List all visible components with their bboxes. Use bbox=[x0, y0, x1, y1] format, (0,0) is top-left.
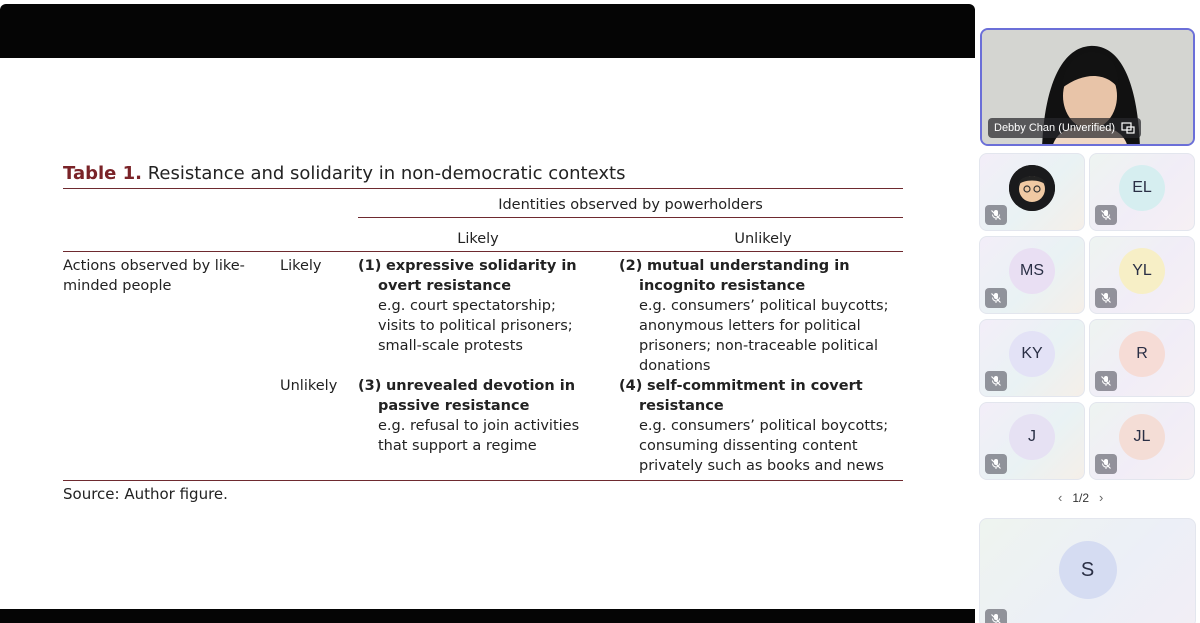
mic-muted-icon bbox=[1095, 205, 1117, 225]
mic-muted-icon bbox=[985, 205, 1007, 225]
participant-tile-photo[interactable] bbox=[979, 153, 1085, 231]
cell-3 bbox=[358, 376, 590, 456]
next-page-button[interactable]: › bbox=[1099, 490, 1104, 505]
cell-1-example: e.g. court spectatorship; visits to political prisoners; small-scale protests bbox=[378, 298, 573, 354]
mic-muted-icon bbox=[1095, 454, 1117, 474]
participants-panel bbox=[975, 0, 1200, 623]
avatar-jl: JL bbox=[1119, 414, 1165, 460]
screen-share-icon bbox=[1121, 122, 1135, 134]
participant-tile-el[interactable] bbox=[1089, 153, 1195, 231]
participant-tile-yl[interactable] bbox=[1089, 236, 1195, 314]
row-label-unlikely: Unlikely bbox=[280, 378, 338, 394]
avatar-yl: YL bbox=[1119, 248, 1165, 294]
row-header bbox=[63, 256, 253, 296]
avatar-el: EL bbox=[1119, 165, 1165, 211]
col-header-unlikely: Unlikely bbox=[734, 231, 792, 247]
avatar-r: R bbox=[1119, 331, 1165, 377]
page-indicator: 1/2 bbox=[1072, 490, 1090, 505]
avatar-j: J bbox=[1009, 414, 1055, 460]
table-caption bbox=[63, 163, 625, 184]
letterbox-bottom bbox=[0, 609, 975, 623]
cell-4-title: self-commitment in covert resistance bbox=[639, 378, 863, 414]
cell-2-title: mutual understanding in incognito resistance bbox=[639, 258, 850, 294]
speaker-name: Debby Chan (Unverified) bbox=[994, 122, 1116, 134]
cell-4 bbox=[619, 376, 895, 476]
avatar-s: S bbox=[1059, 541, 1117, 599]
avatar-ky: KY bbox=[1009, 331, 1055, 377]
mic-muted-icon bbox=[985, 609, 1007, 623]
table-label: Table 1. bbox=[63, 163, 142, 184]
group-rule bbox=[358, 217, 903, 218]
cell-2-num: (2) bbox=[619, 258, 643, 274]
speaker-name-tag bbox=[988, 118, 1141, 138]
table-source: Source: Author figure. bbox=[63, 485, 228, 503]
cell-3-example: e.g. refusal to join activities that support a regime bbox=[378, 418, 580, 454]
top-rule bbox=[63, 188, 903, 189]
participant-tile-r[interactable] bbox=[1089, 319, 1195, 397]
participant-tile-j[interactable] bbox=[979, 402, 1085, 480]
table-title: Resistance and solidarity in non-democratic contexts bbox=[147, 163, 626, 184]
cell-3-num: (3) bbox=[358, 378, 382, 394]
participant-tile-ms[interactable] bbox=[979, 236, 1085, 314]
cell-4-num: (4) bbox=[619, 378, 643, 394]
cell-1-num: (1) bbox=[358, 258, 382, 274]
mic-muted-icon bbox=[985, 371, 1007, 391]
cell-1-title: expressive solidarity in overt resistance bbox=[378, 258, 577, 294]
avatar-photo bbox=[1009, 165, 1055, 211]
self-view-tile[interactable] bbox=[979, 518, 1196, 623]
mic-muted-icon bbox=[1095, 371, 1117, 391]
cell-1 bbox=[358, 256, 590, 356]
bottom-rule bbox=[63, 480, 903, 481]
letterbox-top bbox=[0, 4, 975, 58]
active-speaker-video[interactable] bbox=[980, 28, 1195, 146]
col-header-likely: Likely bbox=[457, 231, 499, 247]
photo-avatar bbox=[1009, 165, 1055, 211]
header-rule bbox=[63, 251, 903, 252]
mic-muted-icon bbox=[985, 288, 1007, 308]
prev-page-button[interactable]: ‹ bbox=[1058, 490, 1063, 505]
mic-muted-icon bbox=[1095, 288, 1117, 308]
cell-3-title: unrevealed devotion in passive resistance bbox=[378, 378, 576, 414]
participant-tile-jl[interactable] bbox=[1089, 402, 1195, 480]
row-header-text: Actions observed by like-minded people bbox=[63, 258, 245, 294]
cell-4-example: e.g. consumers’ political boycotts; consuming dissenting content privately such as books and news bbox=[639, 418, 889, 474]
mic-muted-icon bbox=[985, 454, 1007, 474]
avatar-ms: MS bbox=[1009, 248, 1055, 294]
cell-2 bbox=[619, 256, 895, 376]
gallery-pager bbox=[1058, 490, 1103, 505]
cell-2-example: e.g. consumers’ political buycotts; anonymous letters for political prisoners; non-traceable political donations bbox=[639, 298, 889, 374]
identities-header: Identities observed by powerholders bbox=[498, 197, 763, 213]
row-label-likely: Likely bbox=[280, 258, 322, 274]
participant-tile-ky[interactable] bbox=[979, 319, 1085, 397]
